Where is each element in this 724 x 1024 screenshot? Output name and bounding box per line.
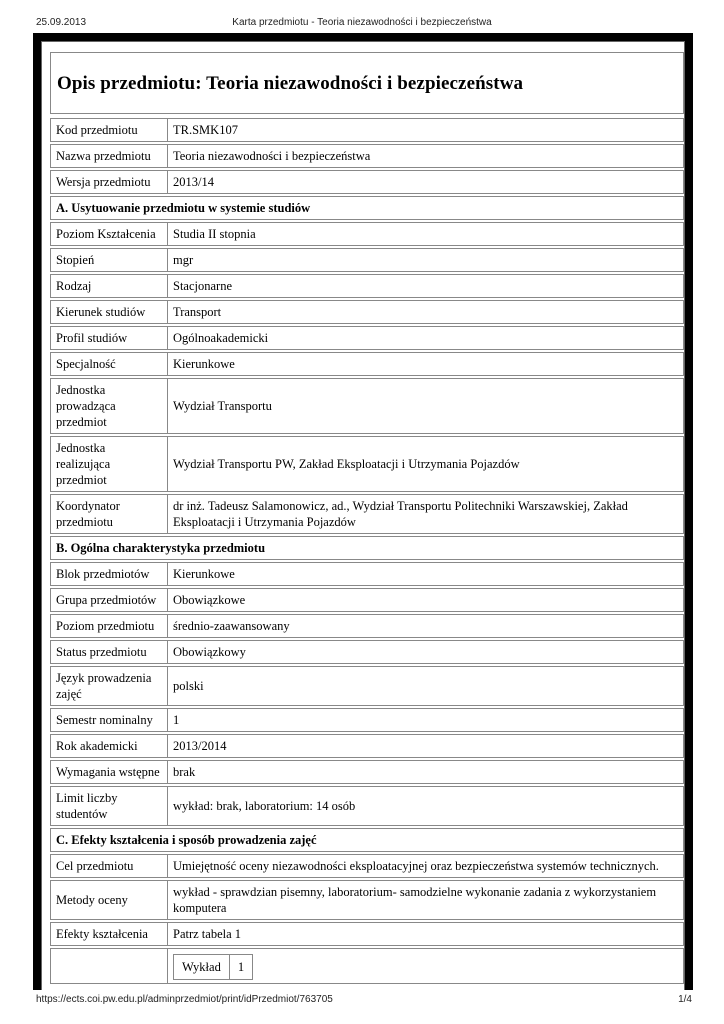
table-row: [50, 588, 684, 612]
table-row: [50, 948, 684, 984]
row-label: Profil studiów: [50, 326, 167, 350]
row-label-empty: [50, 948, 167, 984]
row-label: Efekty kształcenia: [50, 922, 167, 946]
table-row: [50, 494, 684, 534]
row-label: Język prowadzenia zajęć: [50, 666, 167, 706]
row-value: 2013/2014: [167, 734, 684, 758]
nested-value: 1: [237, 960, 245, 974]
row-label: Metody oceny: [50, 880, 167, 920]
row-label: Grupa przedmiotów: [50, 588, 167, 612]
table-row: [50, 170, 684, 194]
row-value: brak: [167, 760, 684, 784]
nested-key: Wykład: [174, 955, 230, 979]
row-value: Ogólnoakademicki: [167, 326, 684, 350]
row-label: Blok przedmiotów: [50, 562, 167, 586]
print-footer: [0, 990, 724, 1010]
table-row: [50, 436, 684, 492]
page-url: https://ects.coi.pw.edu.pl/adminprzedmiot/print/idPrzedmiot/763705: [36, 994, 333, 1005]
row-label: Specjalność: [50, 352, 167, 376]
row-value: dr inż. Tadeusz Salamonowicz, ad., Wydział Transportu Politechniki Warszawskiej, Zakład Eksploatacji i Utrzymania Pojazdów: [167, 494, 684, 534]
row-label: Rok akademicki: [50, 734, 167, 758]
row-value: Patrz tabela 1: [167, 922, 684, 946]
row-label: Rodzaj: [50, 274, 167, 298]
row-label: Poziom Kształcenia: [50, 222, 167, 246]
row-label: Nazwa przedmiotu: [50, 144, 167, 168]
table-row: [50, 352, 684, 376]
table-row: [50, 708, 684, 732]
document-frame: [33, 33, 693, 990]
table-row: [50, 326, 684, 350]
row-value: Wydział Transportu PW, Zakład Eksploatacji i Utrzymania Pojazdów: [167, 436, 684, 492]
row-label: Status przedmiotu: [50, 640, 167, 664]
row-value: polski: [167, 666, 684, 706]
row-value: Stacjonarne: [167, 274, 684, 298]
row-label: Stopień: [50, 248, 167, 272]
section-title: C. Efekty kształcenia i sposób prowadzenia zajęć: [50, 828, 684, 852]
row-label: Jednostka prowadząca przedmiot: [50, 378, 167, 434]
row-value: mgr: [167, 248, 684, 272]
table-row: [50, 300, 684, 324]
row-value: Kierunkowe: [167, 352, 684, 376]
title-box: [50, 52, 684, 114]
page-title: Opis przedmiotu: Teoria niezawodności i bezpieczeństwa: [57, 73, 524, 94]
row-label: Limit liczby studentów: [50, 786, 167, 826]
row-value: 2013/14: [167, 170, 684, 194]
row-value: TR.SMK107: [167, 118, 684, 142]
table-row: [50, 922, 684, 946]
document-inner: [41, 41, 685, 990]
section-header-a: [50, 196, 684, 220]
row-label: Cel przedmiotu: [50, 854, 167, 878]
row-value: Obowiązkowe: [167, 588, 684, 612]
table-row: [50, 378, 684, 434]
table-row: [50, 144, 684, 168]
section-title: B. Ogólna charakterystyka przedmiotu: [50, 536, 684, 560]
row-label: Jednostka realizująca przedmiot: [50, 436, 167, 492]
row-label: Kod przedmiotu: [50, 118, 167, 142]
section-title: A. Usytuowanie przedmiotu w systemie studiów: [50, 196, 684, 220]
row-label: Semestr nominalny: [50, 708, 167, 732]
table-row: [50, 248, 684, 272]
nested-row: [174, 955, 252, 979]
row-label: Wersja przedmiotu: [50, 170, 167, 194]
row-value: Obowiązkowy: [167, 640, 684, 664]
table-row: [50, 222, 684, 246]
table-row: [50, 640, 684, 664]
row-value: Transport: [167, 300, 684, 324]
table-row: [50, 880, 684, 920]
section-header-b: [50, 536, 684, 560]
table-row: [50, 734, 684, 758]
row-value: [167, 948, 684, 984]
table-row: [50, 854, 684, 878]
page-number: 1/4: [678, 994, 692, 1005]
table-row: [50, 274, 684, 298]
table-row: [50, 614, 684, 638]
row-value: wykład: brak, laboratorium: 14 osób: [167, 786, 684, 826]
row-value: Studia II stopnia: [167, 222, 684, 246]
table-row: [50, 666, 684, 706]
print-header: [0, 0, 724, 30]
print-date: 25.09.2013: [36, 17, 87, 28]
table-row: [50, 786, 684, 826]
row-value: Teoria niezawodności i bezpieczeństwa: [167, 144, 684, 168]
course-table: [50, 116, 684, 986]
row-value: średnio-zaawansowany: [167, 614, 684, 638]
row-label: Koordynator przedmiotu: [50, 494, 167, 534]
row-value: Wydział Transportu: [167, 378, 684, 434]
row-label: Wymagania wstępne: [50, 760, 167, 784]
print-title: Karta przedmiotu - Teoria niezawodności i bezpieczeństwa: [232, 17, 492, 28]
section-header-c: [50, 828, 684, 852]
table-row: [50, 760, 684, 784]
row-label: Kierunek studiów: [50, 300, 167, 324]
row-value: 1: [167, 708, 684, 732]
nested-table: [173, 954, 253, 980]
row-value: Kierunkowe: [167, 562, 684, 586]
table-row: [50, 118, 684, 142]
row-label: Poziom przedmiotu: [50, 614, 167, 638]
row-value: Umiejętność oceny niezawodności eksploatacyjnej oraz bezpieczeństwa systemów technicznych.: [167, 854, 684, 878]
table-row: [50, 562, 684, 586]
row-value: wykład - sprawdzian pisemny, laboratorium- samodzielne wykonanie zadania z wykorzystaniem komputera: [167, 880, 684, 920]
